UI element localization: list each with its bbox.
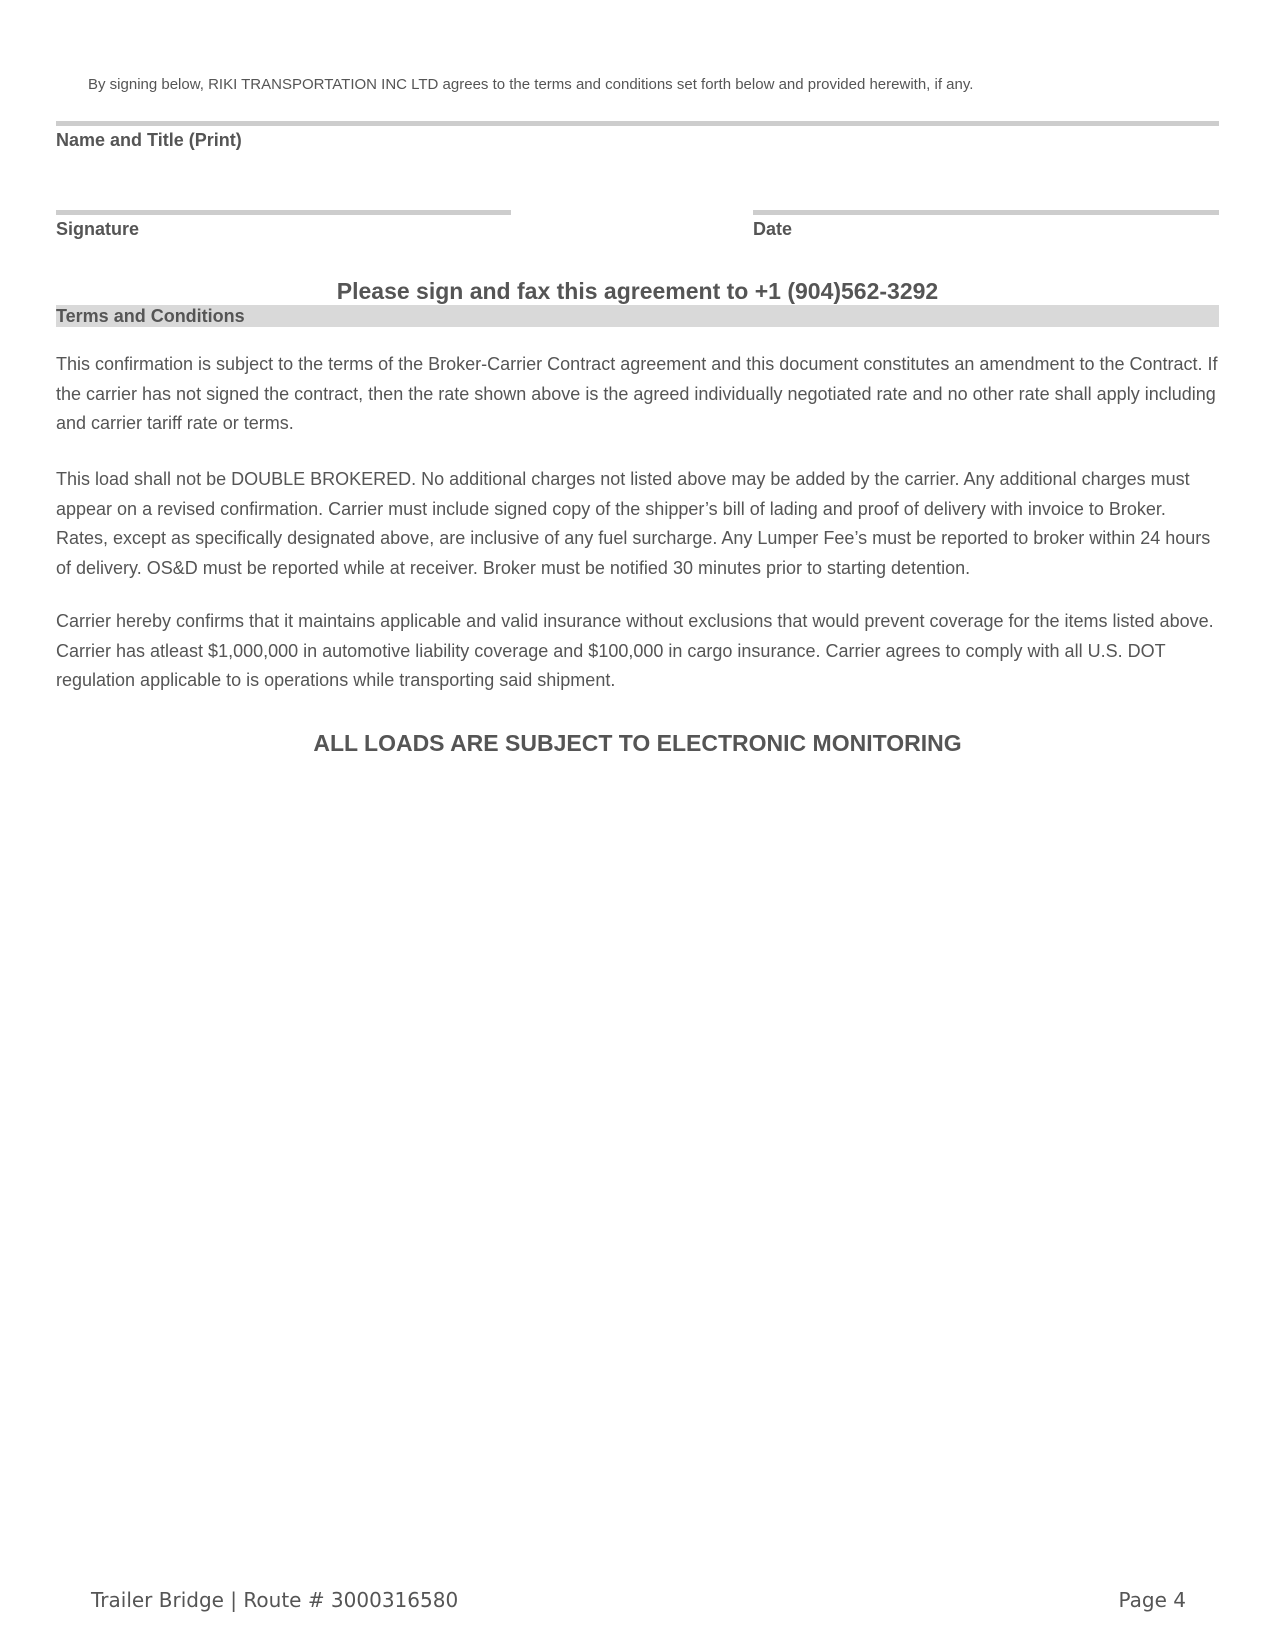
date-label: Date <box>753 219 793 239</box>
monitoring-notice: ALL LOADS ARE SUBJECT TO ELECTRONIC MONITORING <box>313 730 962 756</box>
name-title-line <box>56 121 1219 126</box>
signing-intro-text: By signing below, RIKI TRANSPORTATION INC LTD agrees to the terms and conditions set forth below and provided herewith, if any. <box>88 76 974 93</box>
signature-label: Signature <box>56 219 140 239</box>
name-title-label: Name and Title (Print) <box>56 130 242 150</box>
fax-instruction: Please sign and fax this agreement to +1 (904)562-3292 <box>336 278 939 304</box>
terms-paragraph-insurance: Carrier hereby confirms that it maintains applicable and valid insurance without exclusions that would prevent coverage for the items listed above. Carrier has atleast $1,000,000 in automotive liability coverage and $100,000 in cargo insurance. Carrier agrees to comply with all U.S. DOT regulation applicable to is operations while transporting said shipment. <box>56 611 1214 690</box>
date-line <box>753 210 1219 215</box>
signature-line <box>56 210 511 215</box>
footer-route: Trailer Bridge | Route # 3000316580 <box>91 1588 459 1612</box>
terms-paragraph-brokering: This load shall not be DOUBLE BROKERED. No additional charges not listed above may be added by the carrier. Any additional charges must appear on a revised confirmation. Carrier must include signed copy of the shipper’s bill of lading and proof of delivery with invoice to Broker. Rates, except as specifically designated above, are inclusive of any fuel surcharge. Any Lumper Fee’s must be reported to broker within 24 hours of delivery. OS&D must be reported while at receiver. Broker must be notified 30 minutes prior to starting detention. <box>56 469 1211 578</box>
terms-paragraph-contract: This confirmation is subject to the terms of the Broker-Carrier Contract agreement and this document constitutes an amendment to the Contract. If the carrier has not signed the contract, then the rate shown above is the agreed individually negotiated rate and no other rate shall apply including and carrier tariff rate or terms. <box>56 354 1218 433</box>
terms-header: Terms and Conditions <box>56 305 1219 327</box>
footer-page-number: Page 4 <box>1118 1588 1186 1612</box>
